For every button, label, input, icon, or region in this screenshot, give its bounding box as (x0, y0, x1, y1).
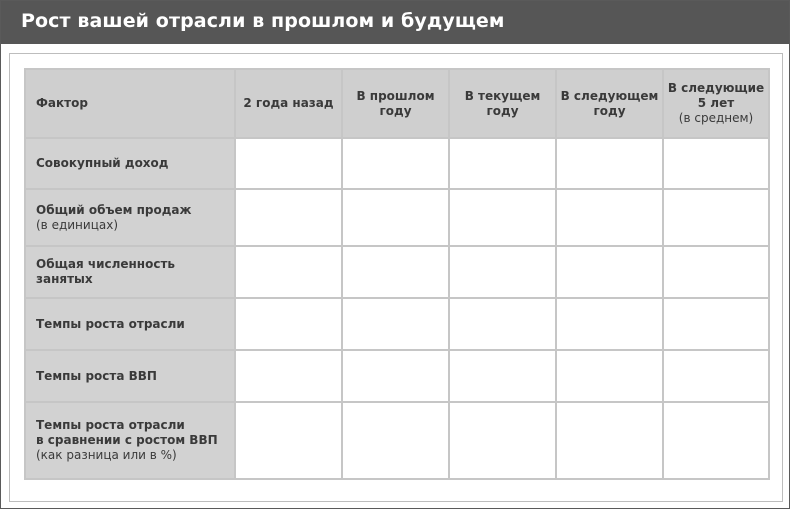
row-label-total-revenue: Совокупный доход (25, 138, 235, 189)
header-last-year: В прошлом году (342, 69, 449, 138)
input-cell[interactable] (449, 402, 556, 479)
input-cell[interactable] (663, 350, 769, 402)
input-cell[interactable] (342, 350, 449, 402)
input-cell[interactable] (449, 138, 556, 189)
input-cell[interactable] (556, 138, 663, 189)
row-label-gdp-growth: Темпы роста ВВП (25, 350, 235, 402)
input-cell[interactable] (449, 350, 556, 402)
header-row (25, 69, 769, 138)
input-cell[interactable] (556, 402, 663, 479)
worksheet-title: Рост вашей отрасли в прошлом и будущем (21, 10, 505, 32)
header-two-years-ago: 2 года назад (235, 69, 342, 138)
table-row (25, 138, 769, 189)
header-next-year: В следующем году (556, 69, 663, 138)
table-panel (9, 53, 783, 502)
input-cell[interactable] (235, 189, 342, 246)
row-label-industry-growth: Темпы роста отрасли (25, 298, 235, 350)
input-cell[interactable] (663, 189, 769, 246)
table-row (25, 298, 769, 350)
row-label-growth-vs-gdp: Темпы роста отрасли в сравнении с ростом ВВП (как разница или в %) (25, 402, 235, 479)
input-cell[interactable] (342, 402, 449, 479)
input-cell[interactable] (663, 246, 769, 298)
row-label-sales-volume: Общий объем продаж (в единицах) (25, 189, 235, 246)
input-cell[interactable] (449, 189, 556, 246)
header-current-year: В текущем году (449, 69, 556, 138)
input-cell[interactable] (449, 298, 556, 350)
input-cell[interactable] (235, 402, 342, 479)
input-cell[interactable] (556, 246, 663, 298)
input-cell[interactable] (663, 138, 769, 189)
input-cell[interactable] (235, 350, 342, 402)
input-cell[interactable] (235, 138, 342, 189)
input-cell[interactable] (342, 138, 449, 189)
input-cell[interactable] (342, 298, 449, 350)
header-factor: Фактор (25, 69, 235, 138)
input-cell[interactable] (556, 189, 663, 246)
table-row (25, 189, 769, 246)
input-cell[interactable] (342, 246, 449, 298)
input-cell[interactable] (235, 246, 342, 298)
input-cell[interactable] (342, 189, 449, 246)
row-label-employment: Общая численность занятых (25, 246, 235, 298)
input-cell[interactable] (663, 298, 769, 350)
input-cell[interactable] (235, 298, 342, 350)
input-cell[interactable] (449, 246, 556, 298)
input-cell[interactable] (663, 402, 769, 479)
title-bar (1, 1, 789, 44)
table-row (25, 350, 769, 402)
header-next-five-years: В следующие 5 лет (в среднем) (663, 69, 769, 138)
table-row (25, 246, 769, 298)
growth-table (24, 68, 770, 480)
table-row (25, 402, 769, 479)
input-cell[interactable] (556, 350, 663, 402)
input-cell[interactable] (556, 298, 663, 350)
